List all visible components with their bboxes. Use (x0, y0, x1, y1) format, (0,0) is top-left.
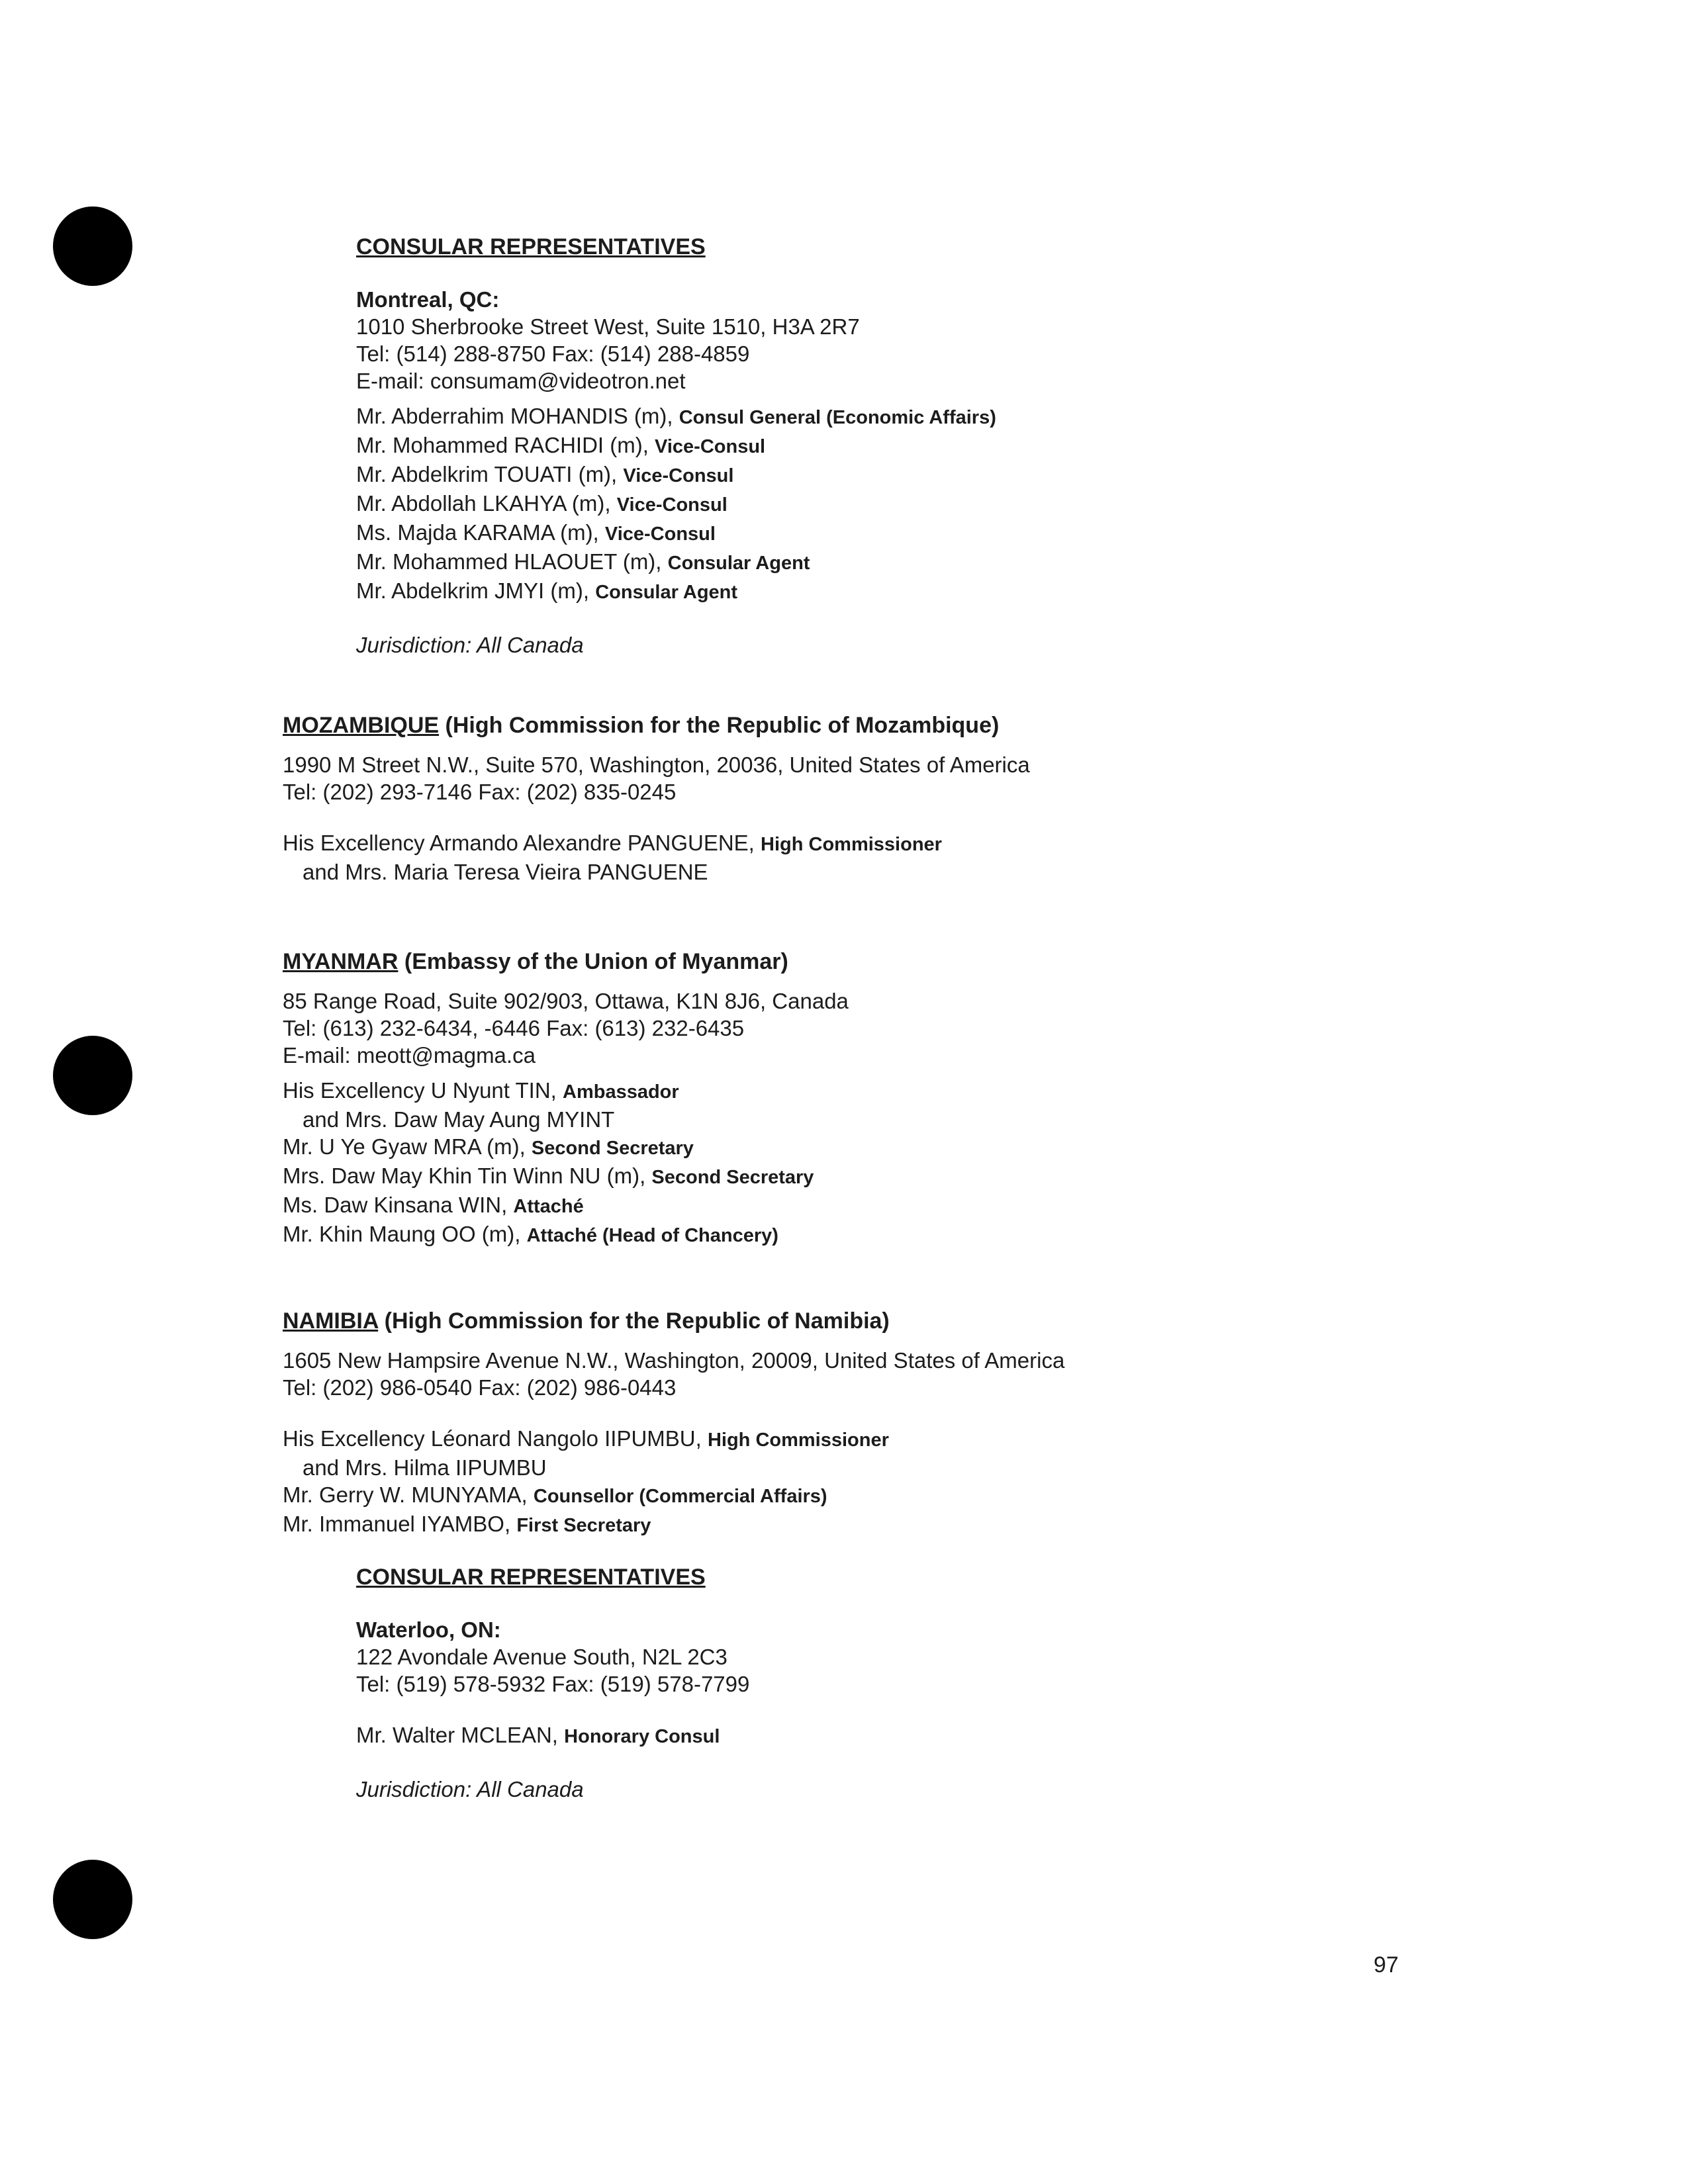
montreal-consular-block (356, 233, 996, 659)
staff-line (356, 461, 996, 490)
staff-name: Mr. Mohammed RACHIDI (m), (356, 433, 655, 457)
staff-line (356, 432, 996, 461)
staff-role: Counsellor (Commercial Affairs) (533, 1486, 827, 1507)
namibia-entry (283, 1307, 1064, 1539)
staff-name: Mr. Abdelkrim TOUATI (m), (356, 462, 624, 486)
jurisdiction: Jurisdiction: All Canada (356, 1777, 584, 1801)
staff-role: Second Secretary (531, 1138, 694, 1159)
staff-line (356, 548, 996, 577)
staff-name: Mrs. Daw May Khin Tin Winn NU (m), (283, 1163, 652, 1188)
head-name: His Excellency U Nyunt TIN, (283, 1078, 563, 1103)
mission-name: (High Commission for the Republic of Namibia) (378, 1308, 890, 1334)
binder-hole-bottom (53, 1860, 132, 1939)
spouse: and Mrs. Maria Teresa Vieira PANGUENE (303, 860, 708, 884)
staff-name: Mr. U Ye Gyaw MRA (m), (283, 1134, 532, 1159)
staff-line (283, 1220, 849, 1250)
staff-line (356, 519, 996, 548)
staff-line (283, 1133, 849, 1162)
head-role: Ambassador (563, 1081, 679, 1103)
staff-name: Mr. Immanuel IYAMBO, (283, 1512, 517, 1536)
head-of-mission (283, 1425, 1064, 1454)
mission-tel-fax: Tel: (202) 986-0540 Fax: (202) 986-0443 (283, 1375, 677, 1400)
head-of-mission (283, 1077, 849, 1106)
staff-role: First Secretary (516, 1515, 651, 1536)
mission-name: (Embassy of the Union of Myanmar) (398, 949, 788, 974)
binder-hole-top (53, 206, 132, 286)
staff-name: Mr. Abderrahim MOHANDIS (m), (356, 404, 679, 428)
country-name: MOZAMBIQUE (283, 713, 440, 738)
staff-role: Vice-Consul (655, 436, 766, 457)
staff-name: Mr. Abdelkrim JMYI (m), (356, 578, 596, 603)
binder-hole-middle (53, 1036, 132, 1115)
myanmar-entry (283, 948, 849, 1250)
head-name: His Excellency Léonard Nangolo IIPUMBU, (283, 1426, 708, 1451)
staff-name: Ms. Daw Kinsana WIN, (283, 1193, 514, 1217)
jurisdiction: Jurisdiction: All Canada (356, 633, 584, 657)
staff-line (356, 490, 996, 519)
staff-line (283, 1510, 1064, 1539)
mission-name: (High Commission for the Republic of Mozambique) (439, 713, 1000, 738)
consulate-city: Montreal, QC: (356, 287, 500, 312)
staff-name: Mr. Abdollah LKAHYA (m), (356, 491, 617, 516)
consulate-email: E-mail: consumam@videotron.net (356, 369, 686, 393)
staff-name: Mr. Gerry W. MUNYAMA, (283, 1482, 534, 1507)
staff-role: Attaché (Head of Chancery) (526, 1225, 778, 1246)
mission-address: 1990 M Street N.W., Suite 570, Washington, 20036, United States of America (283, 752, 1030, 777)
consular-section-title: CONSULAR REPRESENTATIVES (356, 1565, 706, 1590)
staff-name: Mr. Walter MCLEAN, (356, 1723, 565, 1747)
staff-role: Consular Agent (595, 582, 738, 603)
consulate-tel-fax: Tel: (514) 288-8750 Fax: (514) 288-4859 (356, 341, 750, 366)
spouse: and Mrs. Hilma IIPUMBU (303, 1455, 547, 1480)
consular-section-title: CONSULAR REPRESENTATIVES (356, 234, 706, 259)
consulate-address: 122 Avondale Avenue South, N2L 2C3 (356, 1645, 727, 1669)
mission-address: 1605 New Hampsire Avenue N.W., Washington, 20009, United States of America (283, 1348, 1065, 1373)
mission-tel-fax: Tel: (613) 232-6434, -6446 Fax: (613) 232-6435 (283, 1016, 745, 1040)
mission-address: 85 Range Road, Suite 902/903, Ottawa, K1N 8J6, Canada (283, 989, 849, 1013)
consulate-address: 1010 Sherbrooke Street West, Suite 1510, H3A 2R7 (356, 314, 860, 339)
mission-tel-fax: Tel: (202) 293-7146 Fax: (202) 835-0245 (283, 780, 677, 804)
staff-role: Second Secretary (651, 1167, 814, 1188)
staff-line (283, 1162, 849, 1191)
staff-name: Mr. Mohammed HLAOUET (m), (356, 549, 668, 574)
mozambique-entry (283, 711, 1030, 886)
country-name: MYANMAR (283, 949, 399, 974)
head-of-mission (283, 829, 1030, 858)
staff-line (283, 1481, 1064, 1510)
head-name: His Excellency Armando Alexandre PANGUENE, (283, 831, 761, 855)
staff-line (356, 577, 996, 606)
staff-role: Vice-Consul (604, 523, 716, 545)
head-role: High Commissioner (761, 834, 942, 855)
staff-name: Mr. Khin Maung OO (m), (283, 1222, 527, 1246)
head-role: High Commissioner (707, 1430, 889, 1451)
country-name: NAMIBIA (283, 1308, 379, 1334)
consulate-city: Waterloo, ON: (356, 1617, 501, 1642)
spouse: and Mrs. Daw May Aung MYINT (303, 1107, 615, 1132)
staff-role: Attaché (513, 1196, 584, 1217)
page-number: 97 (1374, 1952, 1399, 1978)
staff-line (356, 402, 996, 432)
country-heading (283, 711, 1030, 739)
staff-line (356, 1721, 749, 1751)
staff-role: Consular Agent (667, 553, 810, 574)
mission-email: E-mail: meott@magma.ca (283, 1043, 536, 1068)
country-heading (283, 1307, 1064, 1335)
staff-role: Vice-Consul (616, 494, 727, 516)
country-heading (283, 948, 849, 976)
waterloo-consular-block (356, 1563, 749, 1803)
staff-line (283, 1191, 849, 1220)
staff-role: Honorary Consul (564, 1726, 720, 1747)
staff-role: Vice-Consul (623, 465, 734, 486)
staff-role: Consul General (Economic Affairs) (679, 407, 996, 428)
staff-name: Ms. Majda KARAMA (m), (356, 520, 605, 545)
consulate-tel-fax: Tel: (519) 578-5932 Fax: (519) 578-7799 (356, 1672, 750, 1696)
